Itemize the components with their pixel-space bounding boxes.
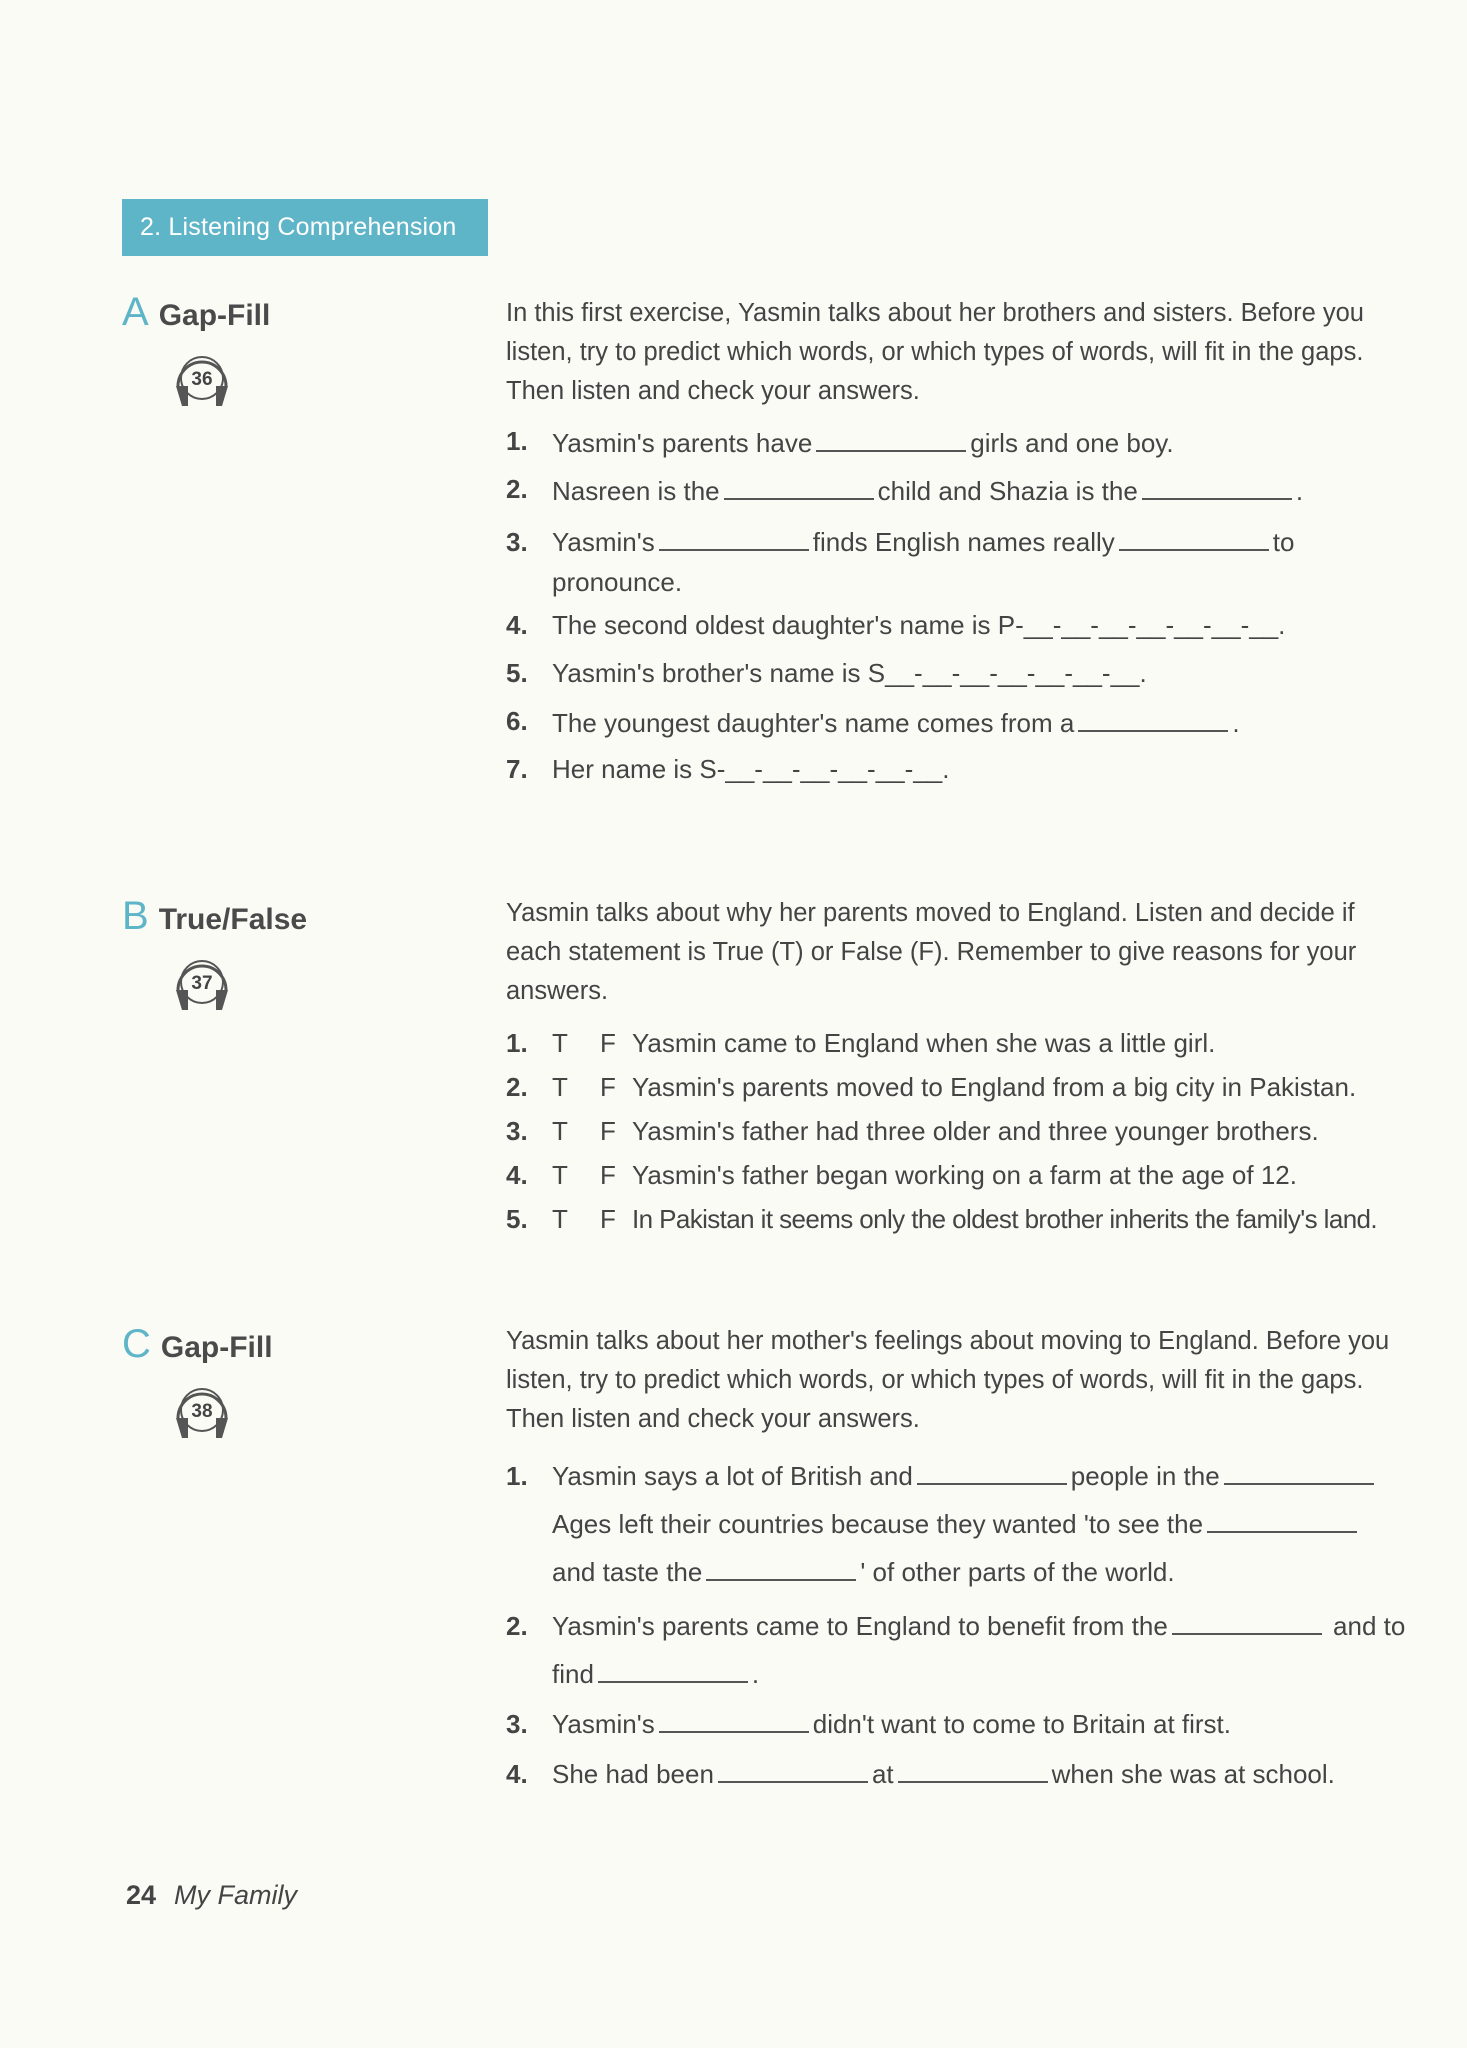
item-text: people in the (1070, 1461, 1220, 1491)
answer-blank[interactable] (718, 1757, 868, 1783)
false-option[interactable]: F (600, 1160, 616, 1190)
section-b-intro: Yasmin talks about why her parents moved to England. Listen and decide if each statement is True (T) or False (F). Remember to give reasons for your answers. (506, 899, 1357, 1005)
answer-blank[interactable] (598, 1657, 748, 1683)
list-item (506, 706, 1406, 754)
track-number: 38 (191, 1401, 213, 1422)
list-item (506, 610, 1406, 658)
section-a-header (122, 290, 452, 390)
track-number: 37 (191, 973, 213, 994)
item-number: 2. (506, 474, 528, 504)
item-number: 3. (506, 527, 528, 557)
section-b-header (122, 894, 452, 994)
item-text: and taste the (552, 1557, 703, 1587)
answer-blank[interactable] (917, 1459, 1067, 1485)
list-item (506, 1602, 1406, 1700)
true-option[interactable]: T (552, 1160, 568, 1190)
item-text: ' of other parts of the world. (860, 1557, 1175, 1587)
answer-blank[interactable] (1224, 1459, 1374, 1485)
list-item (506, 474, 1406, 522)
section-b-letter: B (122, 894, 149, 938)
chapter-title: My Family (174, 1880, 298, 1910)
item-number: 2. (506, 1072, 528, 1102)
item-text: Yasmin's father began working on a farm at the age of 12. (632, 1160, 1297, 1190)
item-text: Yasmin's parents moved to England from a big city in Pakistan. (632, 1072, 1357, 1102)
false-option[interactable]: F (600, 1072, 616, 1102)
item-text: Yasmin came to England when she was a little girl. (632, 1028, 1216, 1058)
item-number: 1. (506, 1028, 528, 1058)
item-text: finds English names really (812, 527, 1115, 557)
section-a-letter: A (122, 290, 149, 334)
answer-blank[interactable] (706, 1555, 856, 1581)
false-option[interactable]: F (600, 1028, 616, 1058)
item-text: Her name is S-__-__-__-__-__-__. (552, 754, 950, 784)
true-option[interactable]: T (552, 1116, 568, 1146)
item-text: Yasmin's (552, 527, 655, 557)
section-c-items (506, 1452, 1406, 1800)
page-footer (126, 1880, 297, 1911)
answer-blank[interactable] (724, 474, 874, 500)
list-item (506, 1160, 1406, 1204)
section-c-title: Gap-Fill (160, 1331, 273, 1364)
page-number: 24 (126, 1880, 157, 1910)
answer-blank[interactable] (816, 426, 966, 452)
item-number: 4. (506, 610, 528, 640)
item-number: 2. (506, 1611, 528, 1641)
answer-blank[interactable] (659, 525, 809, 551)
list-item (506, 1028, 1406, 1072)
item-text: child and Shazia is the (877, 476, 1138, 506)
section-a-items (506, 426, 1406, 802)
answer-blank[interactable] (1172, 1609, 1322, 1635)
item-text: Yasmin's parents have (552, 428, 813, 458)
list-item (506, 658, 1406, 706)
true-option[interactable]: T (552, 1028, 568, 1058)
item-number: 4. (506, 1759, 528, 1789)
false-option[interactable]: F (600, 1116, 616, 1146)
headphones-icon (170, 348, 234, 412)
item-number: 3. (506, 1116, 528, 1146)
section-banner: 2. Listening Comprehension (122, 199, 488, 256)
item-text: She had been (552, 1759, 714, 1789)
item-number: 3. (506, 1709, 528, 1739)
item-text: The second oldest daughter's name is P-__-__-__-__-__-__-__. (552, 610, 1286, 640)
list-item (506, 1700, 1406, 1750)
item-number: 5. (506, 658, 528, 688)
section-b-title: True/False (158, 903, 308, 936)
answer-blank[interactable] (1078, 706, 1228, 732)
answer-blank[interactable] (1207, 1507, 1357, 1533)
item-text: . (751, 1659, 760, 1689)
list-item (506, 1116, 1406, 1160)
item-number: 7. (506, 754, 528, 784)
section-a-title: Gap-Fill (158, 299, 271, 332)
section-c-header (122, 1322, 452, 1422)
item-number: 1. (506, 426, 528, 456)
list-item (506, 754, 1406, 802)
true-option[interactable]: T (552, 1204, 568, 1234)
answer-blank[interactable] (659, 1707, 809, 1733)
track-number: 36 (191, 369, 213, 390)
section-b-items (506, 1028, 1406, 1248)
item-text: In Pakistan it seems only the oldest brother inherits the family's land. (632, 1204, 1378, 1234)
item-text: girls and one boy. (970, 428, 1174, 458)
item-text: Ages left their countries because they wanted 'to see the (552, 1509, 1204, 1539)
list-item (506, 1750, 1406, 1800)
item-text: . (1232, 708, 1240, 738)
item-text: Yasmin's parents came to England to benefit from the (552, 1611, 1168, 1641)
list-item (506, 522, 1406, 610)
item-number: 4. (506, 1160, 528, 1190)
list-item (506, 1452, 1406, 1602)
item-text: at (871, 1759, 894, 1789)
list-item (506, 426, 1406, 474)
true-option[interactable]: T (552, 1072, 568, 1102)
headphones-icon (170, 952, 234, 1016)
item-text: . (1295, 476, 1304, 506)
item-text: when she was at school. (1051, 1759, 1335, 1789)
item-number: 5. (506, 1204, 528, 1234)
false-option[interactable]: F (600, 1204, 616, 1234)
answer-blank[interactable] (898, 1757, 1048, 1783)
item-text: Yasmin's father had three older and three younger brothers. (632, 1116, 1319, 1146)
list-item (506, 1204, 1406, 1248)
item-number: 6. (506, 706, 528, 736)
item-text: Nasreen is the (552, 476, 720, 506)
item-text: The youngest daughter's name comes from a (552, 708, 1075, 738)
section-c-letter: C (122, 1322, 151, 1366)
answer-blank[interactable] (1142, 474, 1292, 500)
section-a-intro: In this first exercise, Yasmin talks about her brothers and sisters. Before you listen, try to predict which words, or which types of words, will fit in the gaps. Then listen and check your answers. (506, 299, 1364, 405)
item-text: Yasmin's (552, 1709, 655, 1739)
headphones-icon (170, 1380, 234, 1444)
answer-blank[interactable] (1119, 525, 1269, 551)
item-text: to pronounce. (552, 527, 1295, 597)
item-text: didn't want to come to Britain at first. (812, 1709, 1231, 1739)
item-text: Yasmin says a lot of British and (552, 1461, 913, 1491)
item-text: and to find (552, 1611, 1406, 1689)
item-number: 1. (506, 1461, 528, 1491)
item-text: Yasmin's brother's name is S__-__-__-__-__-__-__. (552, 658, 1147, 688)
section-c-intro: Yasmin talks about her mother's feelings about moving to England. Before you listen, try to predict which words, or which types of words, will fit in the gaps. Then listen and check your answers. (506, 1327, 1390, 1433)
list-item (506, 1072, 1406, 1116)
